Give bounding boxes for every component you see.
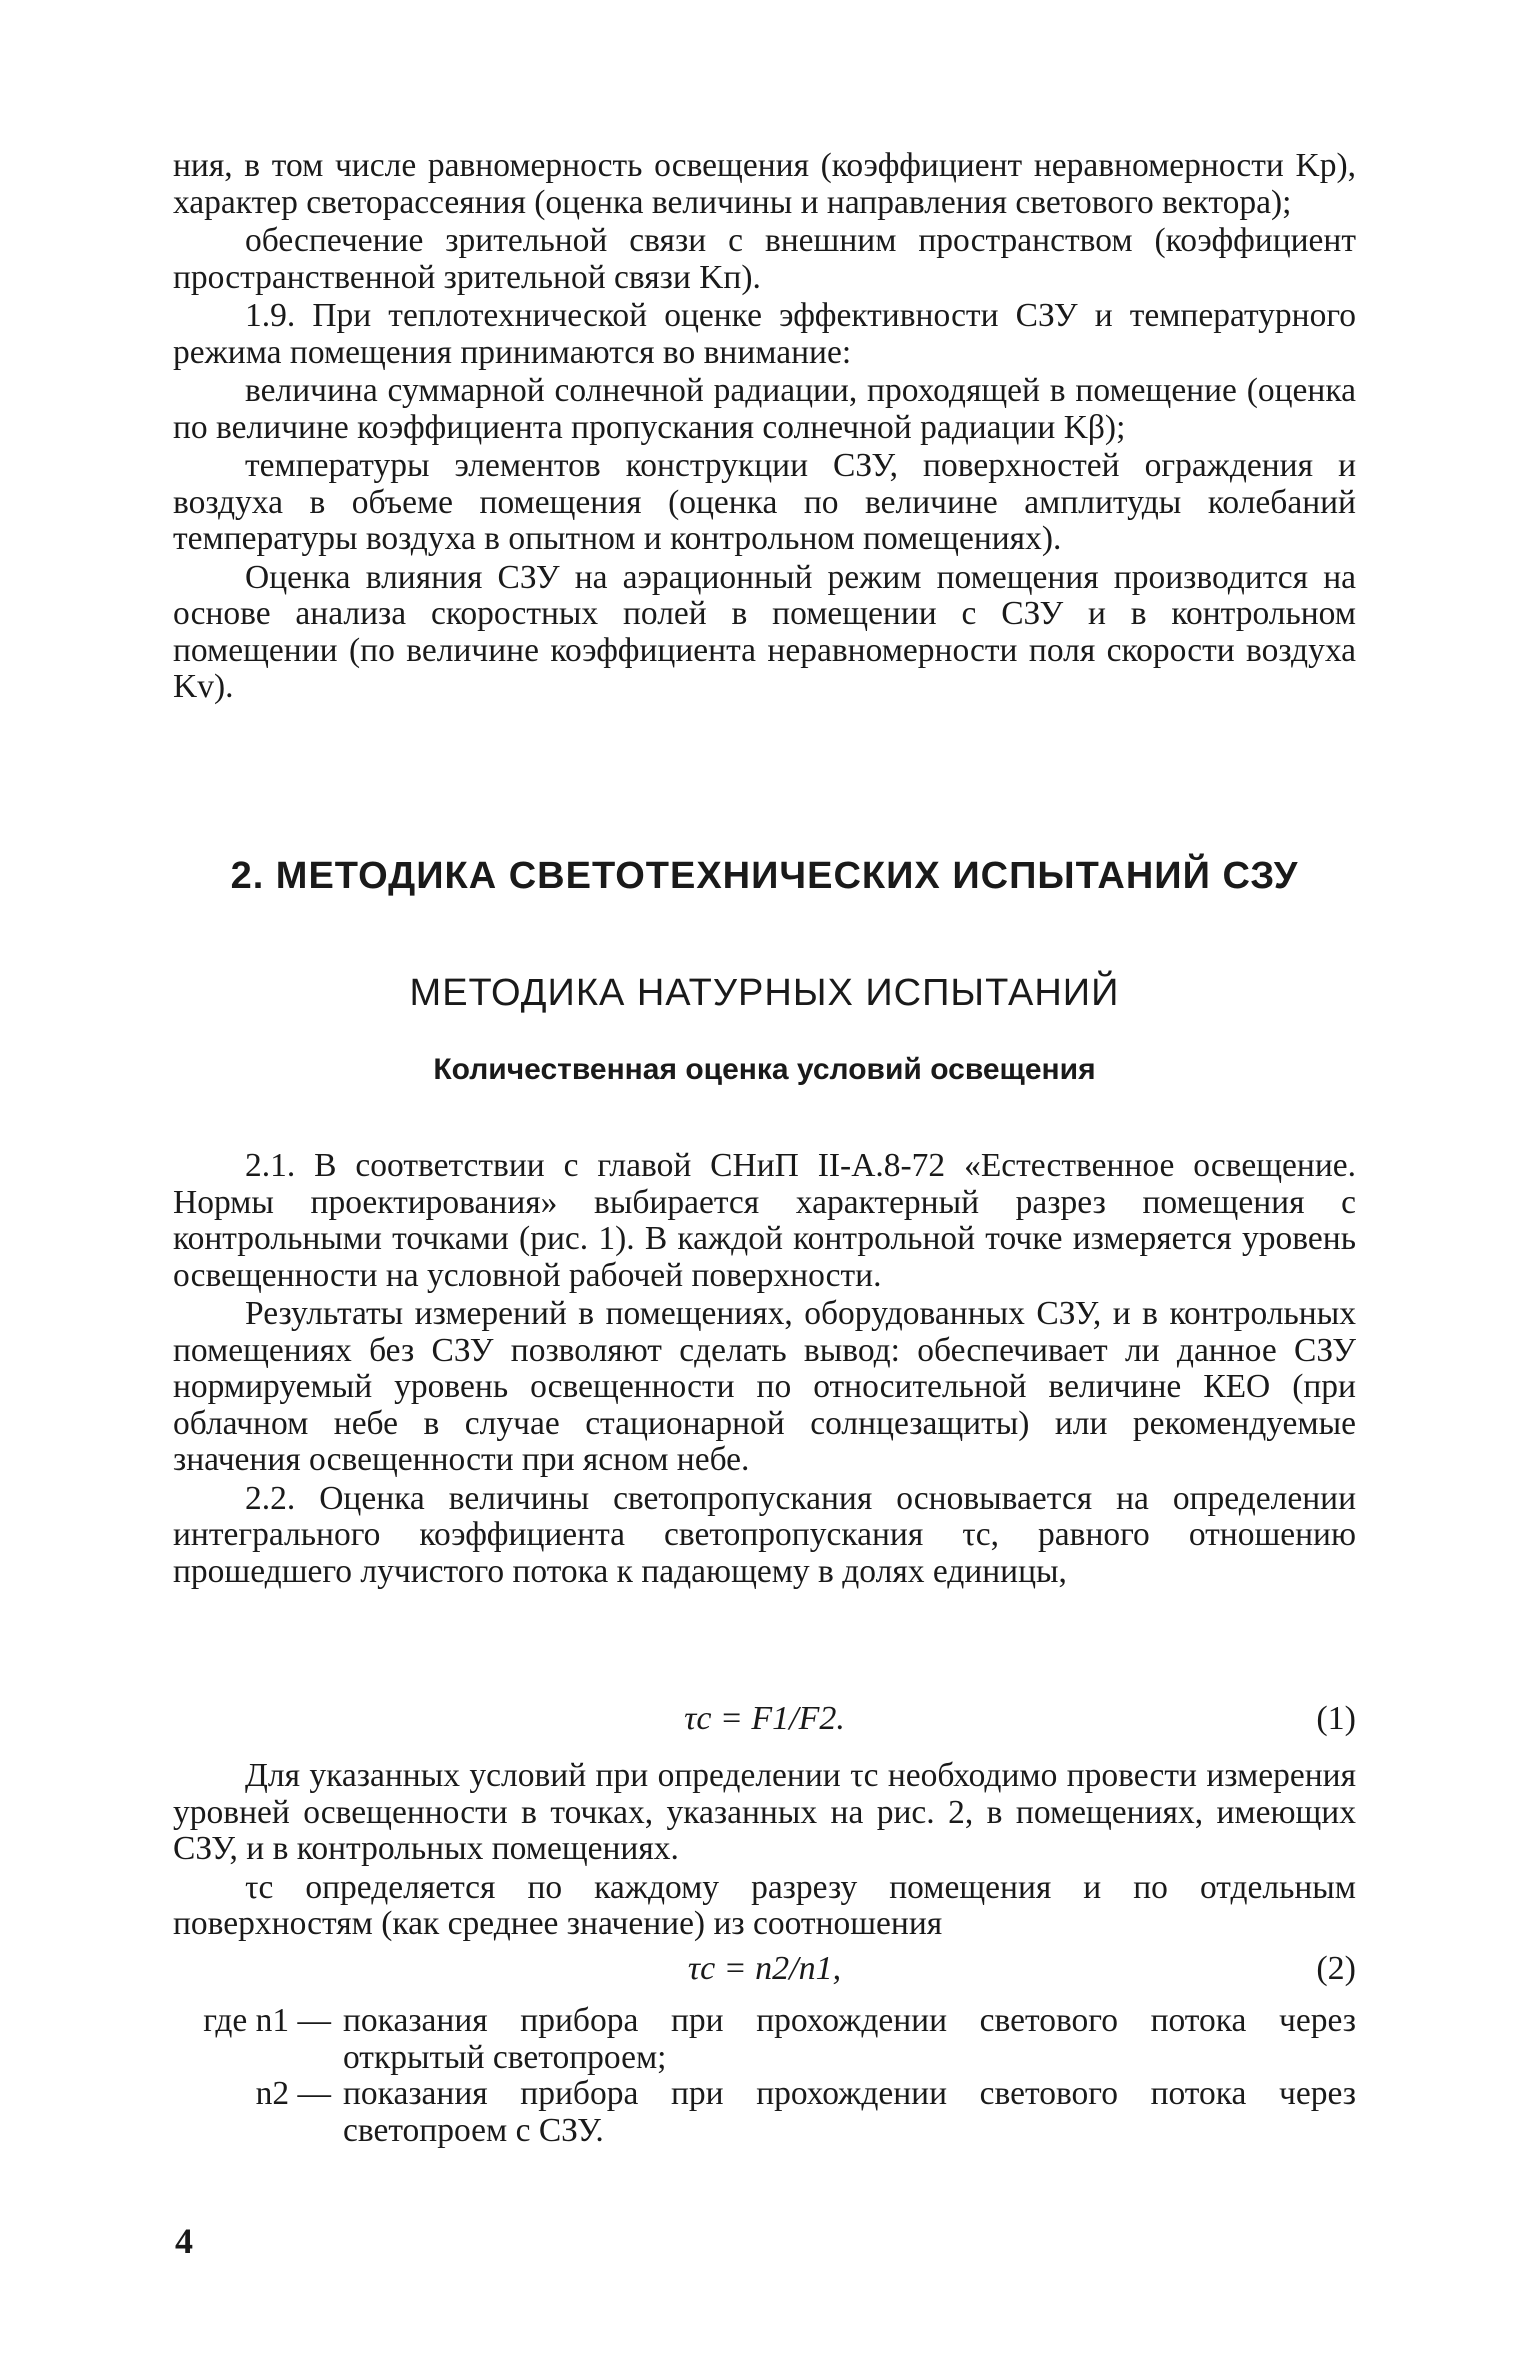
- text-block-criteria: [173, 148, 1356, 708]
- paragraph: 2.1. В соответствии с главой СНиП II-А.8-72 «Естественное освещение. Нормы проектирования» выбирается характерный разрез помещения с контрольными точками (рис. 1). В каждой контрольной точке измеряется уровень освещенности на условной рабочей поверхности.: [173, 1147, 1356, 1294]
- formula-expression: τс = F1/F2.: [684, 1700, 845, 1737]
- section-title: 2. МЕТОДИКА СВЕТОТЕХНИЧЕСКИХ ИСПЫТАНИЙ СЗУ: [230, 855, 1299, 897]
- definition-label: n2 —: [255, 2075, 331, 2112]
- definition-text: показания прибора при прохождении светового потока через светопроем с СЗУ.: [343, 2075, 1356, 2149]
- paragraph: величина суммарной солнечной радиации, проходящей в помещение (оценка по величине коэффициента пропускания солнечной радиации Kβ);: [173, 372, 1356, 446]
- paragraph: 1.9. При теплотехнической оценке эффективности СЗУ и температурного режима помещения принимаются во внимание:: [173, 297, 1356, 371]
- text-block-methods: [173, 1148, 1356, 1592]
- page-number: 4: [175, 2221, 193, 2261]
- definition-text: показания прибора при прохождении светового потока через открытый светопроем;: [343, 2002, 1356, 2076]
- definition-item: [173, 2076, 1356, 2149]
- paragraph: Для указанных условий при определении τс необходимо провести измерения уровней освещенности в точках, указанных на рис. 2, в помещениях, имеющих СЗУ, и в контрольных помещениях.: [173, 1757, 1356, 1867]
- formula-2: [173, 1950, 1356, 1990]
- section-subtitle: МЕТОДИКА НАТУРНЫХ ИСПЫТАНИЙ: [409, 972, 1120, 1014]
- formula-expression: τс = n2/n1,: [687, 1950, 842, 1987]
- formula-number: (1): [1316, 1700, 1356, 1737]
- paragraph: температуры элементов конструкции СЗУ, поверхностей ограждения и воздуха в объеме помещения (оценка по величине амплитуды колебаний температуры воздуха в опытном и контрольном помещениях).: [173, 447, 1356, 557]
- subsection-title: Количественная оценка условий освещения: [433, 1053, 1096, 1086]
- definition-item: [173, 2003, 1356, 2076]
- paragraph: Результаты измерений в помещениях, оборудованных СЗУ, и в контрольных помещениях без СЗУ позволяют сделать вывод: обеспечивает ли данное СЗУ нормируемый уровень освещенности по относительной величине КЕО (при облачном небе в случае стационарной солнцезащиты) или рекомендуемые значения освещенности при ясном небе.: [173, 1295, 1356, 1478]
- paragraph: ния, в том числе равномерность освещения (коэффициент неравномерности Kр), характер светорассеяния (оценка величины и направления светового вектора);: [173, 147, 1356, 221]
- formula-number: (2): [1316, 1950, 1356, 1987]
- formula-1: [173, 1700, 1356, 1740]
- paragraph: обеспечение зрительной связи с внешним пространством (коэффициент пространственной зрительной связи Kп).: [173, 222, 1356, 296]
- definition-label: где n1 —: [203, 2002, 331, 2039]
- paragraph: τс определяется по каждому разрезу помещения и по отдельным поверхностям (как среднее значение) из соотношения: [173, 1868, 1356, 1942]
- paragraph: 2.2. Оценка величины светопропускания основывается на определении интегрального коэффициента светопропускания τс, равного отношению прошедшего лучистого потока к падающему в долях единицы,: [173, 1479, 1356, 1590]
- definitions-list: [173, 2003, 1356, 2149]
- paragraph: Оценка влияния СЗУ на аэрационный режим помещения производится на основе анализа скоростных полей в помещении с СЗУ и в контрольном помещении (по величине коэффициента неравномерности поля скорости воздуха Kv).: [173, 558, 1356, 705]
- text-block-measurement: [173, 1758, 1356, 1945]
